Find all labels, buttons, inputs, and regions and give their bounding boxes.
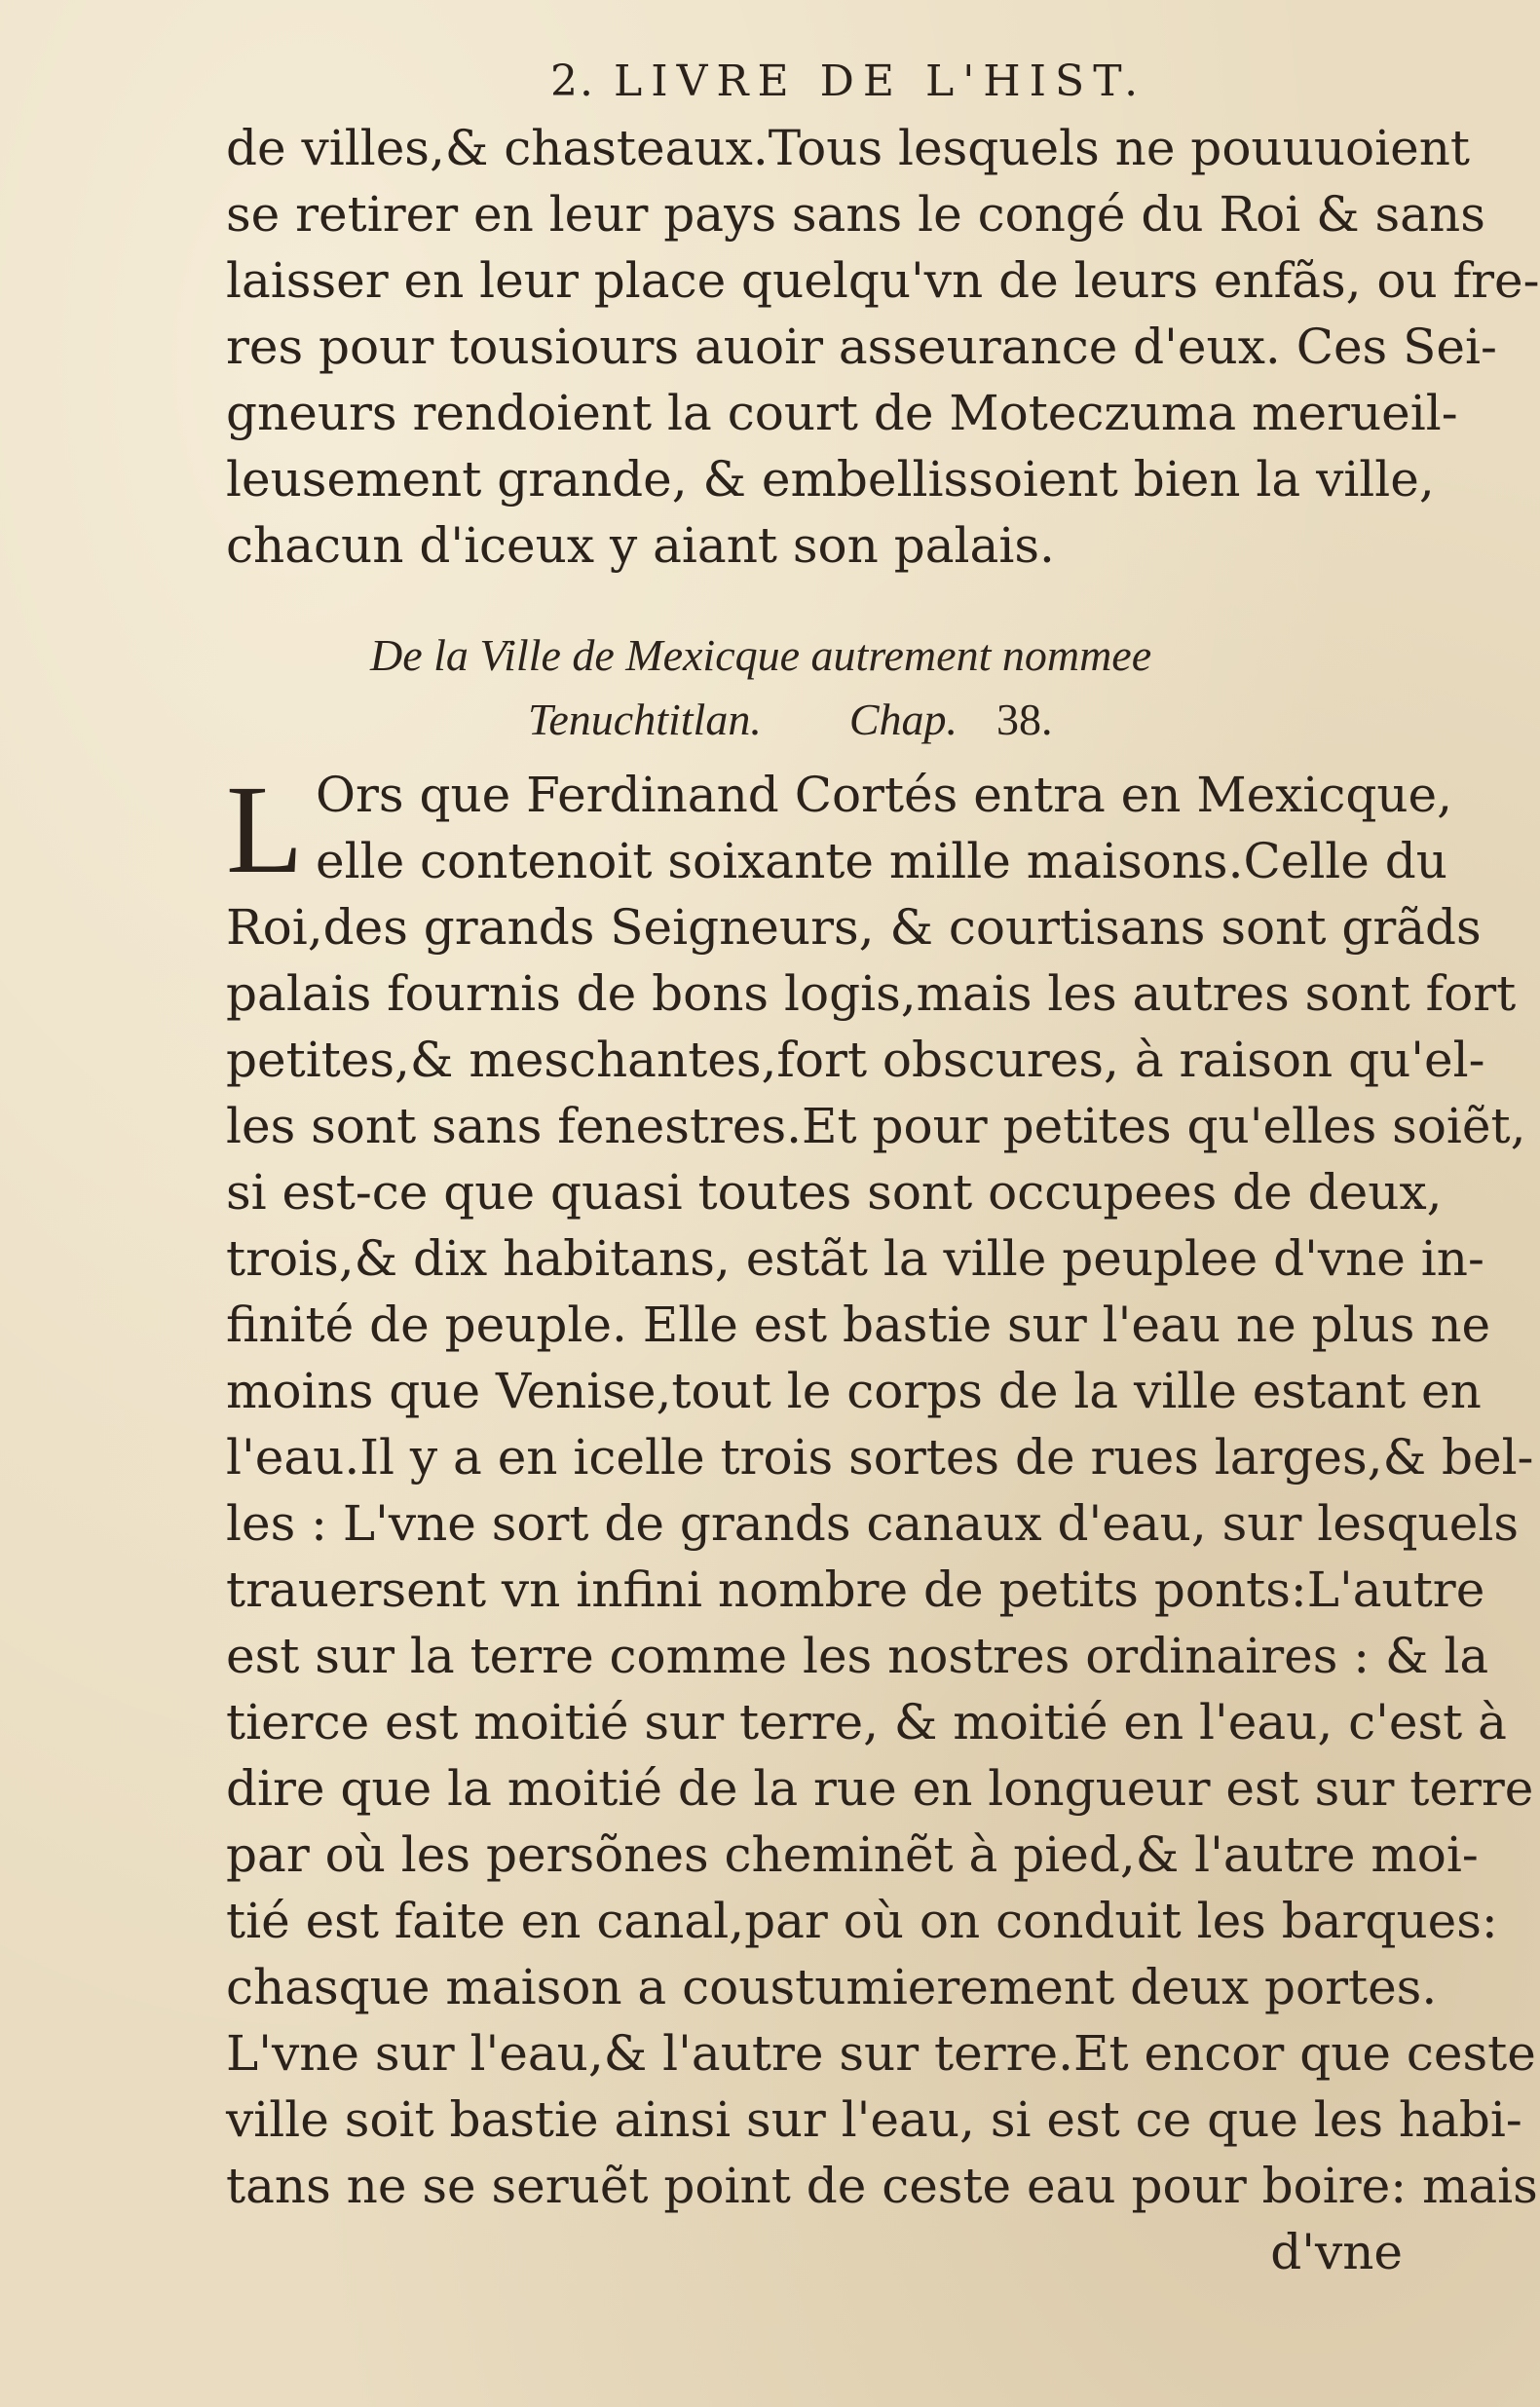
text-line: se retirer en leur pays sans le congé du Roi & sans xyxy=(226,186,1485,243)
text-line: Roi,des grands Seigneurs, & courtisans sont grãds xyxy=(226,899,1482,956)
text-line: ville soit bastie ainsi sur l'eau, si est ce que les habi- xyxy=(226,2091,1522,2148)
text-line: chacun d'iceux y aiant son palais. xyxy=(226,517,1055,574)
running-title: LIVRE DE L'HIST. xyxy=(614,56,1147,106)
text-line: tans ne se seruẽt point de ceste eau pour boire: mais xyxy=(226,2158,1538,2214)
chapter-label: Chap. xyxy=(848,695,958,744)
text-line: L'vne sur l'eau,& l'autre sur terre.Et encor que ceste xyxy=(226,2025,1536,2082)
text-line: gneurs rendoient la court de Moteczuma merueil- xyxy=(226,385,1458,441)
text-line: par où les persõnes cheminẽt à pied,& l'autre moi- xyxy=(226,1826,1479,1883)
text-line: dire que la moitié de la rue en longueur est sur terre xyxy=(226,1760,1534,1817)
catchword: d'vne xyxy=(1270,2224,1403,2280)
text-line: moins que Venise,tout le corps de la ville estant en xyxy=(226,1363,1482,1419)
text-line: elle contenoit soixante mille maisons.Celle du xyxy=(316,833,1447,889)
chapter-heading xyxy=(226,623,1403,752)
text-line: les : L'vne sort de grands canaux d'eau, sur lesquels xyxy=(226,1495,1519,1552)
chapter-title-line-2 xyxy=(226,688,1403,752)
text-line: petites,& meschantes,fort obscures, à raison qu'el- xyxy=(226,1032,1485,1088)
text-line: trauersent vn infini nombre de petits ponts:L'autre xyxy=(226,1561,1485,1618)
text-line: l'eau.Il y a en icelle trois sortes de rues larges,& bel- xyxy=(226,1429,1534,1486)
text-line: si est-ce que quasi toutes sont occupees de deux, xyxy=(226,1164,1443,1221)
chapter-title-city: Tenuchtitlan. xyxy=(528,695,762,744)
text-line: Ors que Ferdinand Cortés entra en Mexicque, xyxy=(316,767,1453,823)
chapter-number: 38. xyxy=(996,695,1053,744)
text-line: tié est faite en canal,par où on conduit les barques: xyxy=(226,1893,1498,1949)
page-number: 2. xyxy=(550,56,595,106)
text-line: finité de peuple. Elle est bastie sur l'eau ne plus ne xyxy=(226,1297,1491,1353)
text-line: tierce est moitié sur terre, & moitié en l'eau, c'est à xyxy=(226,1694,1507,1750)
text-line: laisser en leur place quelqu'vn de leurs enfãs, ou fre- xyxy=(226,252,1540,309)
paragraph-1 xyxy=(226,115,1540,579)
text-line: est sur la terre comme les nostres ordinaires : & la xyxy=(226,1628,1489,1684)
text-line: chasque maison a coustumierement deux portes. xyxy=(226,1959,1438,2015)
text-line: palais fournis de bons logis,mais les autres sont fort xyxy=(226,965,1517,1022)
chapter-title-line-1: De la Ville de Mexicque autrement nommee xyxy=(370,630,1152,680)
text-line: res pour tousiours auoir asseurance d'eux. Ces Sei- xyxy=(226,319,1497,375)
text-line: trois,& dix habitans, estãt la ville peuplee d'vne in- xyxy=(226,1230,1484,1287)
text-line: les sont sans fenestres.Et pour petites qu'elles soiẽt, xyxy=(226,1098,1526,1154)
paragraph-2 xyxy=(226,760,1538,2285)
text-line: de villes,& chasteaux.Tous lesquels ne pouuuoient xyxy=(226,120,1471,176)
drop-capital: L xyxy=(226,760,304,900)
text-line: leusement grande, & embellissoient bien la ville, xyxy=(226,451,1435,508)
